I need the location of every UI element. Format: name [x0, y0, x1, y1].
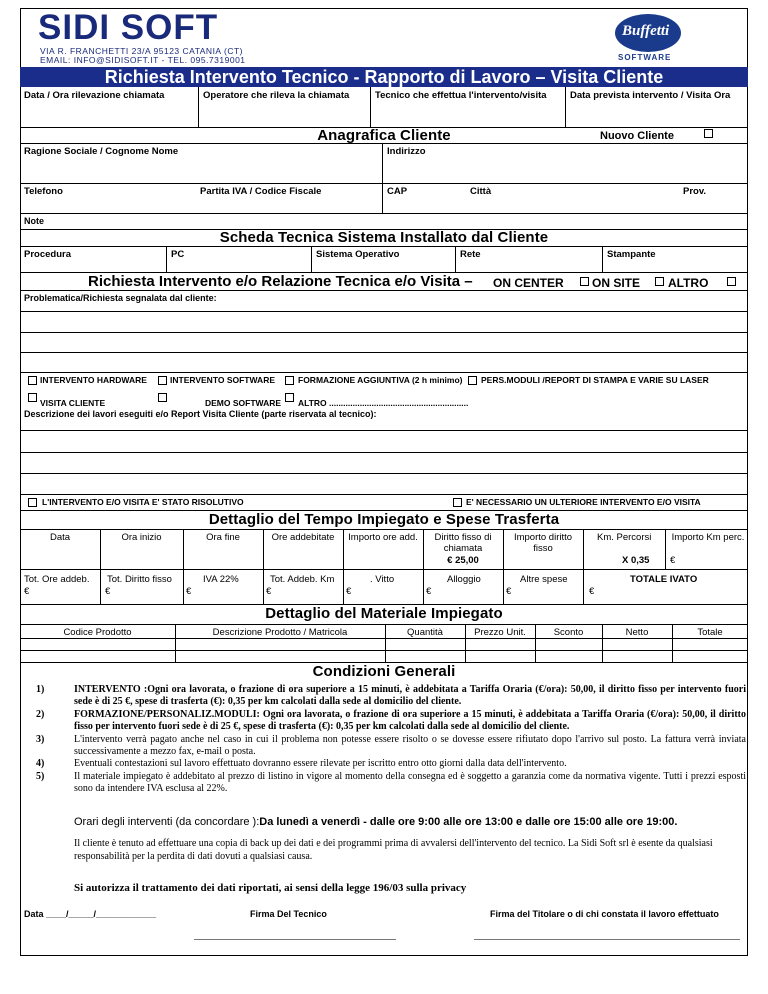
label-procedura: Procedura: [24, 249, 71, 260]
condizione-text: Eventuali contestazioni sul lavoro effettuato dovranno essere rilevate per iscritto entro otto giorni dalla data dell'intervento.: [74, 758, 567, 770]
backup-notice: Il cliente è tenuto ad effettuare una copia di back up dei dati e dei programmi prima di avvalersi dell'intervento del tecnico. La Sidi Soft srl è esente da qualsiasi responsabilità per la perdita di dati dovuti a qualsiasi causa.: [74, 838, 713, 862]
label-nuovo-cliente: Nuovo Cliente: [600, 130, 674, 142]
header-ora-fine: Ora fine: [206, 532, 240, 543]
orari-prefix: Orari degli interventi (da concordare ):: [74, 816, 260, 828]
label-formazione: FORMAZIONE AGGIUNTIVA (2 h minimo): [298, 375, 463, 385]
header-quantita: Quantità: [407, 627, 443, 638]
signature-line-titolare[interactable]: [474, 939, 740, 940]
page-title: Richiesta Intervento Tecnico - Rapporto di Lavoro – Visita Cliente: [104, 67, 664, 87]
euro-vitto: €: [346, 586, 352, 597]
header-descrizione-prodotto: Descrizione Prodotto / Matricola: [212, 627, 348, 638]
checkbox-formazione[interactable]: [285, 376, 294, 385]
checkbox-ulteriore-intervento[interactable]: [453, 498, 462, 507]
header-km-percorsi: Km. Percorsi: [597, 532, 652, 543]
condizioni-list: [36, 684, 746, 796]
euro-tot-diritto: €: [105, 586, 111, 597]
header-data: Data: [49, 532, 71, 543]
label-cap: CAP: [387, 186, 408, 197]
label-altre-spese: Altre spese: [520, 574, 568, 585]
label-problematica: Problematica/Richiesta segnalata dal cliente:: [24, 293, 217, 303]
header-prezzo-unit: Prezzo Unit.: [474, 627, 526, 638]
condizione-num: 1): [36, 684, 45, 695]
header-importo-ore: Importo ore add.: [348, 532, 418, 543]
condizione-text: Ogni ora lavorata, o frazione di ora superiore a 15 minuti, è addebitata a Tariffa Oraria (€/ora): 50,00, il diritto fisso per intervento fuori sede è di 25 €, spese di trasferta (€): 0,35 per km calcolati dalla sede al domicilio del cliente.: [74, 708, 746, 733]
euro-alloggio: €: [426, 586, 432, 597]
checkbox-intervento-hardware[interactable]: [28, 376, 37, 385]
label-altro: ALTRO: [668, 276, 709, 290]
header-diritto-fisso: Diritto fisso di chiamata: [434, 532, 492, 554]
orari-interventi: [74, 816, 677, 828]
checkbox-demo-software[interactable]: [158, 393, 167, 402]
value-km-rate: X 0,35: [622, 555, 650, 566]
condizione-num: 3): [36, 733, 45, 745]
euro-altre-spese: €: [506, 586, 512, 597]
label-pers-moduli: PERS.MODULI /REPORT DI STAMPA E VARIE SU LASER: [481, 375, 709, 385]
partner-logo-text: Buffetti: [622, 23, 670, 39]
value-diritto-fisso: € 25,00: [447, 555, 479, 566]
label-visita-cliente: VISITA CLIENTE: [40, 398, 106, 408]
label-risolutivo: L'INTERVENTO E/O VISITA E' STATO RISOLUTIVO: [42, 497, 244, 507]
label-intervento-software: INTERVENTO SOFTWARE: [170, 375, 276, 385]
label-alloggio: Alloggio: [447, 574, 481, 585]
label-rete: Rete: [460, 249, 481, 260]
euro-iva: €: [186, 586, 192, 597]
label-stampante: Stampante: [607, 249, 656, 260]
label-tecnico: Tecnico che effettua l'intervento/visita: [375, 90, 547, 101]
condizione-2: [36, 709, 746, 734]
company-contacts: EMAIL: INFO@SIDISOFT.IT - TEL. 095.7319001: [40, 55, 246, 65]
label-firma-tecnico: Firma Del Tecnico: [250, 909, 327, 919]
label-note: Note: [24, 216, 44, 226]
condizione-text: Ogni ora lavorata, o frazione di ora superiore a 15 minuti, è addebitata a Tariffa Oraria (€/ora): 50,00, il diritto fisso per intervento fuori sede è di 25 €, spese di trasferta (€): 0,35 per km calcolati dalla sede al domicilio del cliente.: [74, 684, 746, 708]
euro-tot-ore: €: [24, 586, 30, 597]
company-address: VIA R. FRANCHETTI 23/A 95123 CATANIA (CT): [40, 46, 243, 56]
brand-logo: SIDI SOFT: [38, 8, 219, 47]
label-data-firma: Data ____/_____/____________: [24, 909, 157, 919]
checkbox-nuovo-cliente[interactable]: [704, 129, 713, 138]
section-dettaglio-materiale: Dettaglio del Materiale Impiegato: [265, 605, 503, 622]
label-tot-ore: Tot. Ore addeb.: [24, 574, 90, 585]
label-partita-iva: Partita IVA / Codice Fiscale: [200, 186, 322, 197]
section-dettaglio-tempo: Dettaglio del Tempo Impiegato e Spese Trasferta: [208, 511, 560, 528]
condizione-num: 4): [36, 758, 45, 770]
header-importo-km: Importo Km perc.: [671, 532, 745, 543]
label-totale-ivato: TOTALE IVATO: [630, 574, 698, 585]
header-totale: Totale: [697, 627, 723, 638]
checkbox-on-site[interactable]: [655, 277, 664, 286]
condizione-head: INTERVENTO :: [74, 684, 148, 695]
label-operatore: Operatore che rileva la chiamata: [203, 90, 350, 101]
orari-bold: Da lunedì a venerdì - dalle ore 9:00 alle ore 13:00 e dalle ore 15:00 alle ore 19:00.: [259, 816, 678, 828]
signature-line-tecnico[interactable]: [194, 939, 396, 940]
euro-tot-km: €: [266, 586, 272, 597]
condizione-num: 2): [36, 708, 45, 720]
label-sistema-operativo: Sistema Operativo: [316, 249, 400, 260]
checkbox-altro-servizio[interactable]: [285, 393, 294, 402]
label-indirizzo: Indirizzo: [387, 146, 426, 157]
label-on-site: ON SITE: [592, 276, 641, 290]
label-altro-servizio: ALTRO ...........................................................: [298, 398, 469, 408]
privacy-notice: Si autorizza il trattamento dei dati riportati, ai sensi della legge 196/03 sulla privacy: [74, 882, 467, 894]
condizione-5: [36, 771, 746, 796]
label-descrizione-lavori: Descrizione dei lavori eseguiti e/o Report Visita Cliente (parte riservata al tecnico):: [24, 409, 377, 419]
condizione-head: FORMAZIONE/PERSONALIZ.MODULI:: [74, 708, 263, 720]
label-ulteriore-intervento: E' NECESSARIO UN ULTERIORE INTERVENTO E/O VISITA: [466, 497, 701, 507]
euro-totale: €: [589, 586, 595, 597]
header-ora-inizio: Ora inizio: [121, 532, 162, 543]
condizione-text: Il materiale impiegato è addebitato al prezzo di listino in vigore al momento della consegna ed è soggetto a garanzia come da normativa vigente. Tutti i prezzi esposti sono da intendere IVA esclusa al 22%.: [74, 770, 746, 795]
label-tot-km: Tot. Addeb. Km: [270, 574, 335, 585]
label-tot-diritto: Tot. Diritto fisso: [107, 574, 172, 585]
condizione-1: [36, 684, 746, 709]
section-scheda-tecnica: Scheda Tecnica Sistema Installato dal Cliente: [219, 229, 549, 246]
checkbox-altro[interactable]: [727, 277, 736, 286]
label-ragione-sociale: Ragione Sociale / Cognome Nome: [24, 146, 179, 157]
section-anagrafica: Anagrafica Cliente: [317, 127, 451, 144]
condizione-4: [36, 758, 746, 770]
label-on-center: ON CENTER: [493, 276, 564, 290]
label-pc: PC: [171, 249, 185, 260]
header-importo-diritto: Importo diritto fisso: [513, 532, 573, 554]
condizione-num: 5): [36, 770, 45, 782]
checkbox-on-center[interactable]: [580, 277, 589, 286]
label-prov: Prov.: [683, 186, 707, 197]
label-data-prevista: Data prevista intervento / Visita Ora: [570, 90, 731, 101]
header-ore-addebitate: Ore addebitate: [271, 532, 335, 543]
header-codice-prodotto: Codice Prodotto: [63, 627, 132, 638]
header-sconto: Sconto: [553, 627, 584, 638]
label-citta: Città: [470, 186, 492, 197]
label-telefono: Telefono: [24, 186, 63, 197]
checkbox-pers-moduli[interactable]: [468, 376, 477, 385]
label-iva: IVA 22%: [203, 574, 239, 585]
partner-logo: [610, 14, 690, 64]
checkbox-visita-cliente[interactable]: [28, 393, 37, 402]
label-data-ora: Data / Ora rilevazione chiamata: [24, 90, 165, 101]
condizione-3: [36, 734, 746, 759]
value-km-euro: €: [670, 555, 676, 566]
checkbox-risolutivo[interactable]: [28, 498, 37, 507]
header-netto: Netto: [625, 627, 649, 638]
label-vitto: . Vitto: [370, 574, 395, 585]
section-condizioni-generali: Condizioni Generali: [312, 663, 456, 680]
section-richiesta: Richiesta Intervento e/o Relazione Tecnica e/o Visita –: [88, 273, 473, 290]
checkbox-intervento-software[interactable]: [158, 376, 167, 385]
label-demo-software: DEMO SOFTWARE: [205, 398, 282, 408]
partner-logo-sub: SOFTWARE: [618, 53, 672, 62]
condizione-text: L'intervento verrà pagato anche nel caso in cui il problema non potesse essere risolto o se dovesse essere rifiutato dopo l'arrivo sul posto. La fattura verrà inviata successivamente a mezzo fax, e-mail o posta.: [74, 733, 746, 758]
label-intervento-hardware: INTERVENTO HARDWARE: [40, 375, 147, 385]
label-firma-titolare: Firma del Titolare o di chi constata il lavoro effettuato: [490, 909, 719, 919]
